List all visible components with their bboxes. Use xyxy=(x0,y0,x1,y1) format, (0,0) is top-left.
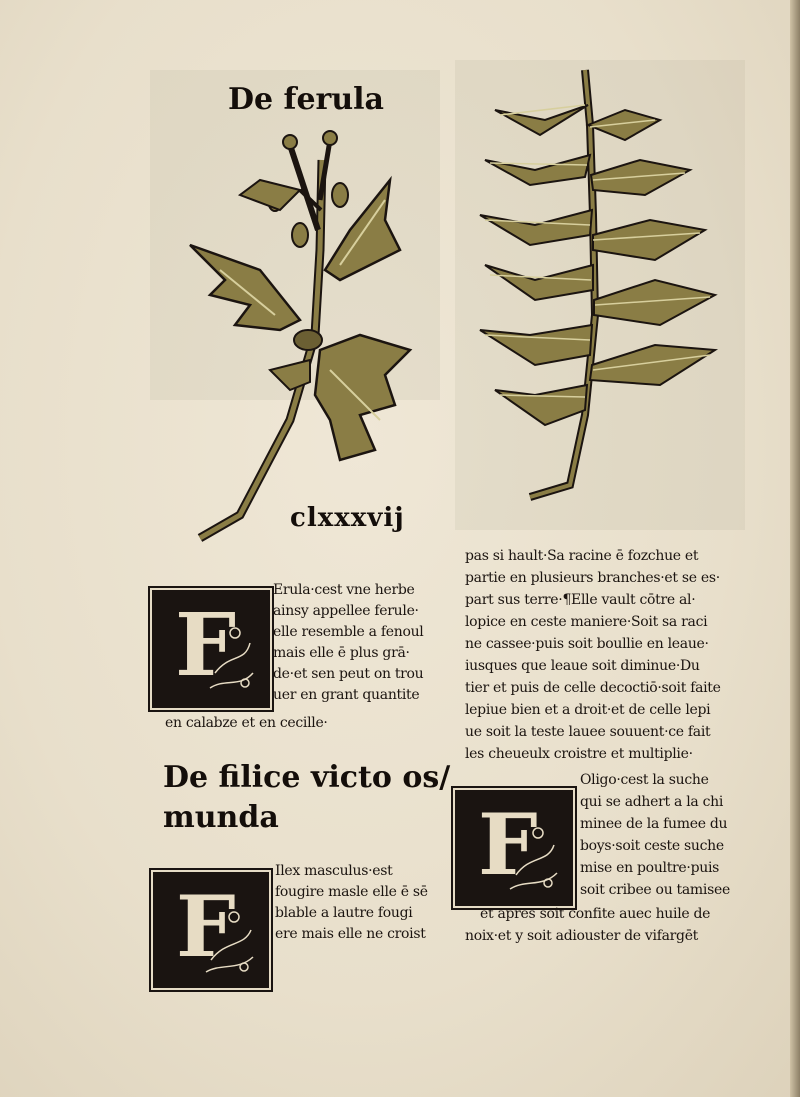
text-line: Erula·cest vne herbe xyxy=(273,582,415,598)
text-line: part sus terre·¶Elle vault cōtre al· xyxy=(465,592,696,608)
text-line: soit cribee ou tamisee xyxy=(580,882,730,898)
text-line: Ilex masculus·est xyxy=(275,863,393,879)
text-line: les cheueulx croistre et multiplie· xyxy=(465,746,693,762)
page-edge-shadow xyxy=(790,0,800,1097)
floral-ornament xyxy=(458,793,570,903)
text-line: en calabze et en cecille· xyxy=(165,715,328,731)
text-line: noix·et y soit adiouster de vifargēt xyxy=(465,928,699,944)
text-line: mise en poultre·puis xyxy=(580,860,720,876)
text-line: fougire masle elle ē sē xyxy=(275,884,428,900)
ferula-plant-illustration xyxy=(180,120,420,540)
text-line: minee de la fumee du xyxy=(580,816,728,832)
floral-ornament xyxy=(156,875,266,985)
text-line: de·et sen peut on trou xyxy=(273,666,424,682)
initial-letter: F xyxy=(176,877,236,976)
text-line: partie en plusieurs branches·et se es· xyxy=(465,570,720,586)
text-line: uer en grant quantite xyxy=(273,687,420,703)
decorated-initial-3 xyxy=(455,790,573,906)
floral-ornament xyxy=(155,593,267,705)
fern-illustration xyxy=(475,65,735,505)
initial-letter: F xyxy=(175,595,237,696)
decorated-initial-1 xyxy=(152,590,270,708)
initial-letter: F xyxy=(478,795,538,894)
heading-de-filice-line2: munda xyxy=(163,800,279,835)
heading-de-ferula: De ferula xyxy=(228,82,384,117)
text-line: qui se adhert a la chi xyxy=(580,794,724,810)
folio-number: clxxxvij xyxy=(290,503,405,533)
text-line: ue soit la teste lauee souuent·ce fait xyxy=(465,724,711,740)
text-line: boys·soit ceste suche xyxy=(580,838,724,854)
text-line: tier et puis de celle decoctiō·soit faite xyxy=(465,680,721,696)
text-line: ne cassee·puis soit boullie en leaue· xyxy=(465,636,709,652)
text-line: lepiue bien et a droit·et de celle lepi xyxy=(465,702,711,718)
text-line: elle resemble a fenoul xyxy=(273,624,424,640)
text-line: mais elle ē plus grā· xyxy=(273,645,410,661)
text-line: lopice en ceste maniere·Soit sa raci xyxy=(465,614,708,630)
text-line: et apres soit confite auec huile de xyxy=(480,906,711,922)
text-line: blable a lautre fougi xyxy=(275,905,413,921)
text-line: ainsy appellee ferule· xyxy=(273,603,419,619)
text-line: Oligo·cest la suche xyxy=(580,772,709,788)
text-line: iusques que leaue soit diminue·Du xyxy=(465,658,700,674)
decorated-initial-2 xyxy=(153,872,269,988)
text-line: pas si hault·Sa racine ē fozchue et xyxy=(465,548,699,564)
heading-de-filice-line1: De filice victo os/ xyxy=(163,760,451,795)
text-line: ere mais elle ne croist xyxy=(275,926,426,942)
